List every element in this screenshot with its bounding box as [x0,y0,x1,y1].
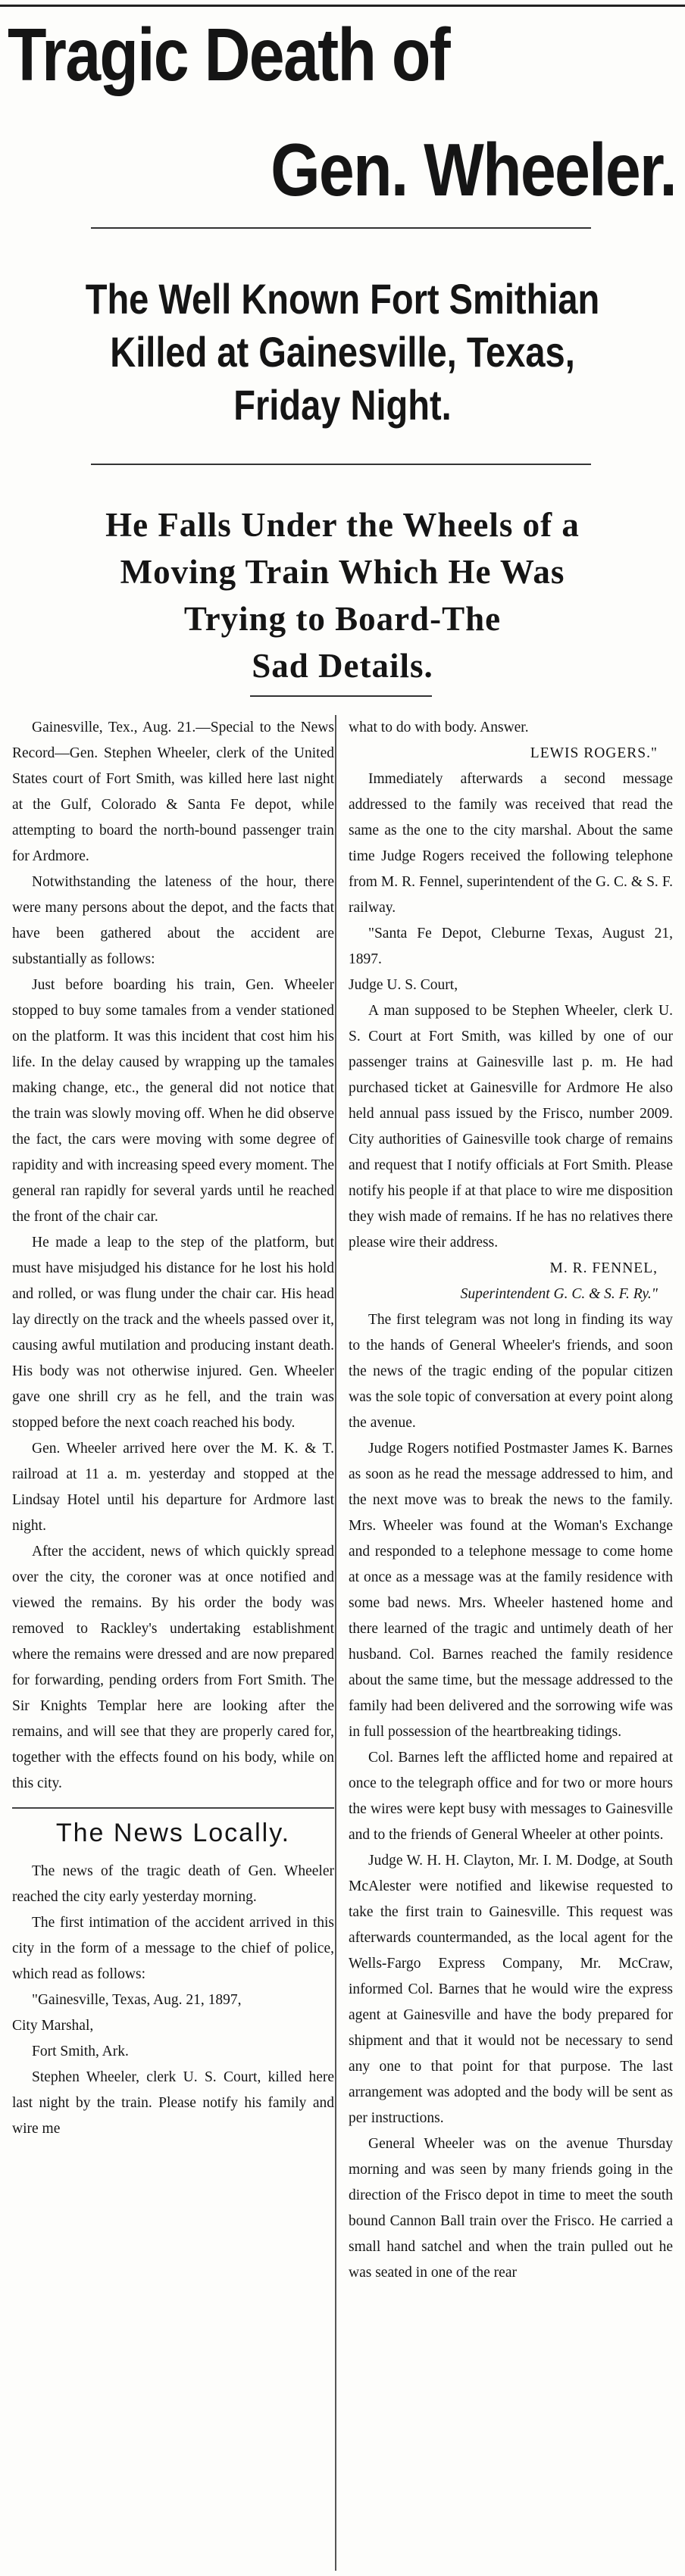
telegram-line: Fort Smith, Ark. [32,2044,129,2059]
tertiary-deck-line: Moving Train Which He Was [120,553,565,591]
paragraph: Judge Rogers notified Postmaster James K. Barnes as soon as he read the message addressed to him, and the next move was to break the news to the family. Mrs. Wheeler was found at the Woman's Exchange and responded to a telephone message to come home at once as a message was at the family residence with some bad news. Mrs. Wheeler hastened home and there learned of the tragic and untimely death of her husband. Col. Barnes reached the family residence about the same time, but the message addressed to the family had been delivered and the sorrowing wife was in full possession of the heartbreaking tidings. [349,1441,673,1740]
left-column [12,715,334,2142]
paragraph: what to do with body. Answer. [349,720,529,735]
secondary-deck [0,273,685,432]
top-rule [0,5,685,7]
tertiary-deck-line: He Falls Under the Wheels of a [105,506,580,544]
signature-title: Superintendent G. C. & S. F. Ry." [460,1286,658,1302]
paragraph: Just before boarding his train, Gen. Wheeler stopped to buy some tamales from a vender stationed on the platform. It was this incident that cost him his life. In the delay caused by wrapping up the tamales making change, etc., the general did not notice that the train was slowly moving off. When he did observe the fact, the cars were moving with some degree of rapidity and with increasing speed every moment. The general ran rapidly for several yards until he reached the front of the chair car. [12,977,334,1225]
salutation: Judge U. S. Court, [349,977,458,993]
secondary-deck-line: The Well Known Fort Smithian [85,275,600,323]
tertiary-deck-line: Sad Details. [252,647,433,685]
column-rule [335,715,336,2571]
telegram-line: "Gainesville, Texas, Aug. 21, 1897, [32,1992,242,2008]
telegram-body: Stephen Wheeler, clerk U. S. Court, killed here last night by the train. Please notify his family and wire me [12,2069,334,2137]
paragraph: A man supposed to be Stephen Wheeler, clerk U. S. Court at Fort Smith, was killed by one of our passenger trains at Gainesville last p. m. He had purchased ticket at Gainesville for Ardmore He also held annual pass issued by the Frisco, number 2009. City authorities of Gainesville took charge of remains and request that I notify officials at Fort Smith. Please notify his people if at that place to wire me disposition they wish made of remains. If he has no relatives there please wire their address. [349,1003,673,1251]
signature: M. R. FENNEL, [549,1260,658,1276]
paragraph: Gainesville, Tex., Aug. 21.—Special to the News Record—Gen. Stephen Wheeler, clerk of the United States court of Fort Smith, was killed here last night at the Gulf, Colorado & Santa Fe depot, while attempting to board the north-bound passenger train for Ardmore. [12,720,334,864]
signature: LEWIS ROGERS." [530,745,658,761]
paragraph: The news of the tragic death of Gen. Wheeler reached the city early yesterday morning. [12,1863,334,1905]
paragraph: He made a leap to the step of the platform, but must have misjudged his distance for he lost his hold and rolled, or was flung under the chair car. His head lay directly on the track and the wheels passed over it, causing awful mutilation and producing instant death. His body was not otherwise injured. Gen. Wheeler gave one shrill cry as he fell, and the train was stopped before the next coach reached his body. [12,1235,334,1431]
tertiary-deck [0,501,685,689]
paragraph: Gen. Wheeler arrived here over the M. K. & T. railroad at 11 a. m. yesterday and stopped at the Lindsay Hotel until his departure for Ardmore last night. [12,1441,334,1534]
paragraph: Judge W. H. H. Clayton, Mr. I. M. Dodge, at South McAlester were notified and likewise requested to take the first train to Gainesville. This request was afterwards countermanded, as the local agent for the Wells-Fargo Express Company, Mr. McCraw, informed Col. Barnes that he would wire the express agent at Gainesville and have the body prepared for shipment and that it would not be necessary to send any one to that point for that purpose. The last arrangement was adopted and the body will be sent as per instructions. [349,1853,673,2126]
deck-divider [91,464,591,465]
tertiary-deck-line: Trying to Board-The [183,600,502,638]
paragraph: Immediately afterwards a second message addressed to the family was received that read the same as the one to the city marshal. About the same time Judge Rogers received the following telephone from M. R. Fennel, superintendent of the G. C. & S. F. railway. [349,771,673,916]
dateline: "Santa Fe Depot, Cleburne Texas, August 21, 1897. [349,926,673,967]
headline-divider [91,227,591,229]
body-divider [250,695,432,697]
paragraph: The first telegram was not long in finding its way to the hands of General Wheeler's friends, and soon the news of the tragic ending of the popular citizen was the sole topic of conversation at every point along the avenue. [349,1312,673,1431]
paragraph: After the accident, news of which quickly spread over the city, the coroner was at once notified and viewed the remains. By his order the body was removed to Rackley's undertaking establishment where the remains were dressed and are now prepared for forwarding, pending orders from Fort Smith. The Sir Knights Templar here are looking after the remains, and will see that they are properly cared for, together with the effects found on his body, while on this city. [12,1544,334,1791]
telegram-line: City Marshal, [12,2018,94,2034]
paragraph: The first intimation of the accident arrived in this city in the form of a message to the chief of police, which read as follows: [12,1915,334,1982]
subheading: The News Locally. [12,1807,334,1850]
secondary-deck-line: Killed at Gainesville, Texas, [110,328,575,376]
right-column [349,715,673,2286]
paragraph: Col. Barnes left the afflicted home and repaired at once to the telegraph office and for two or more hours the wires were kept busy with messages to Gainesville and to the friends of General Wheeler at other points. [349,1750,673,1843]
headline-line-2: Gen. Wheeler. [270,128,676,211]
secondary-deck-line: Friday Night. [233,381,452,429]
paragraph: General Wheeler was on the avenue Thursday morning and was seen by many friends going in the direction of the Frisco depot in time to meet the south bound Cannon Ball train over the Frisco. He carried a small hand satchel and when the train pulled out he was seated in one of the rear [349,2136,673,2281]
headline-line-1: Tragic Death of [8,13,450,96]
paragraph: Notwithstanding the lateness of the hour, there were many persons about the depot, and the facts that have been gathered about the accident are substantially as follows: [12,874,334,967]
